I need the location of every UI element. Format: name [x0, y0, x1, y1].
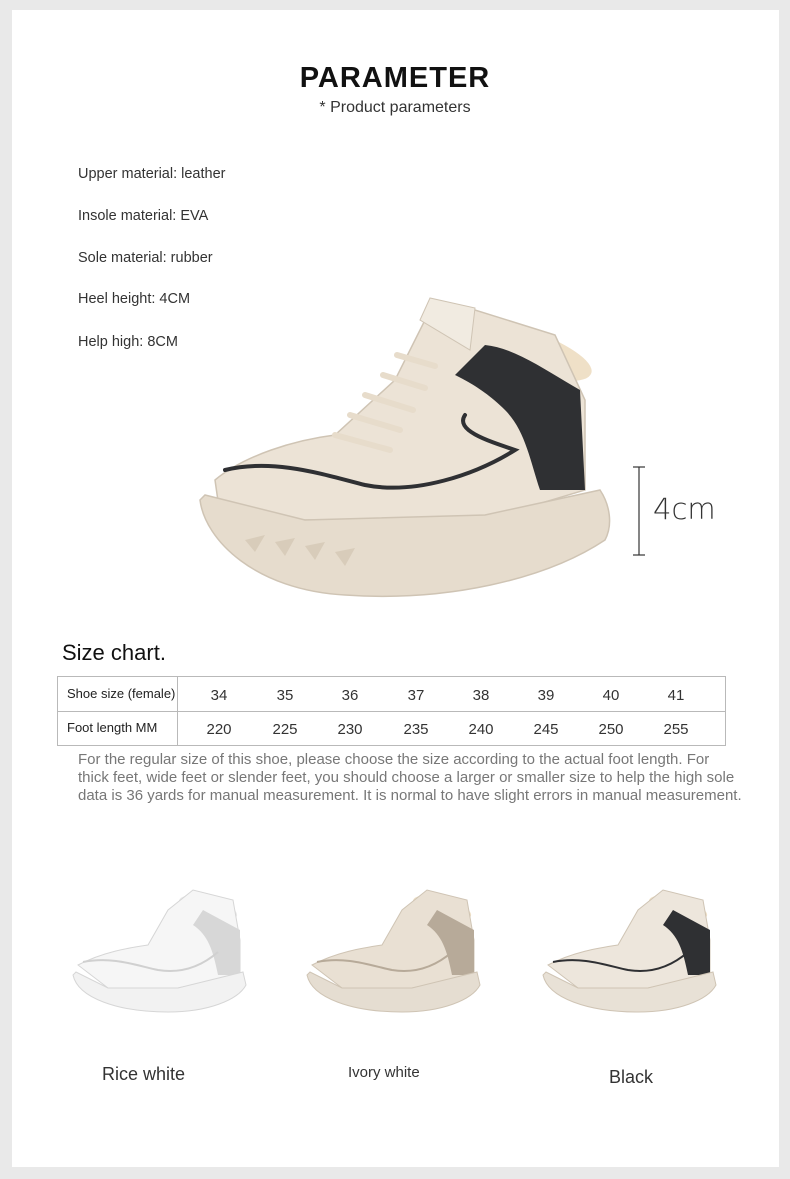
color-label-black: Black [609, 1067, 654, 1087]
size-cell: 36 [341, 687, 359, 704]
size-chart-table [57, 676, 726, 746]
length-cell: 250 [598, 721, 624, 738]
color-label-ivory-white: Ivory white [348, 1064, 420, 1081]
size-cell: 40 [602, 687, 620, 704]
size-cell: 39 [537, 687, 555, 704]
heel-height-label: 4cm [653, 492, 716, 526]
size-row-header: Shoe size (female) [58, 677, 178, 711]
foot-length-row-header: Foot length MM [58, 711, 178, 745]
hero-shoe-image [185, 290, 625, 620]
param-upper-material: Upper material: leather [78, 166, 226, 182]
size-cell: 35 [276, 687, 294, 704]
size-cell: 38 [472, 687, 490, 704]
param-insole-material: Insole material: EVA [78, 208, 209, 224]
shoe-swatch-black[interactable] [538, 880, 728, 1020]
length-cell: 220 [206, 721, 232, 738]
size-row [58, 677, 725, 712]
height-marker-icon [632, 466, 646, 556]
length-cell: 230 [337, 721, 363, 738]
size-cell: 34 [210, 687, 228, 704]
page-title: PARAMETER [299, 62, 491, 94]
param-heel-height: Heel height: 4CM [78, 291, 191, 307]
color-label-rice-white: Rice white [102, 1064, 186, 1084]
size-cell: 37 [407, 687, 425, 704]
param-help-high: Help high: 8CM [78, 334, 178, 350]
size-note: For the regular size of this shoe, please choose the size according to the actual foot length. For thick feet, wide feet or slender feet, you should choose a larger or smaller size to help the high sole data is 36 yards for manual measurement. It is normal to have slight errors in manual measurement. [78, 751, 742, 804]
param-sole-material: Sole material: rubber [78, 250, 213, 266]
length-cell: 245 [533, 721, 559, 738]
length-cell: 240 [468, 721, 494, 738]
page-subtitle: * Product parameters [319, 99, 471, 116]
length-cell: 255 [663, 721, 689, 738]
foot-length-row [58, 711, 725, 745]
shoe-swatch-rice-white[interactable] [68, 880, 258, 1020]
size-cell: 41 [667, 687, 685, 704]
shoe-swatch-ivory-white[interactable] [302, 880, 492, 1020]
length-cell: 225 [272, 721, 298, 738]
length-cell: 235 [403, 721, 429, 738]
size-chart-title: Size chart. [62, 640, 166, 665]
